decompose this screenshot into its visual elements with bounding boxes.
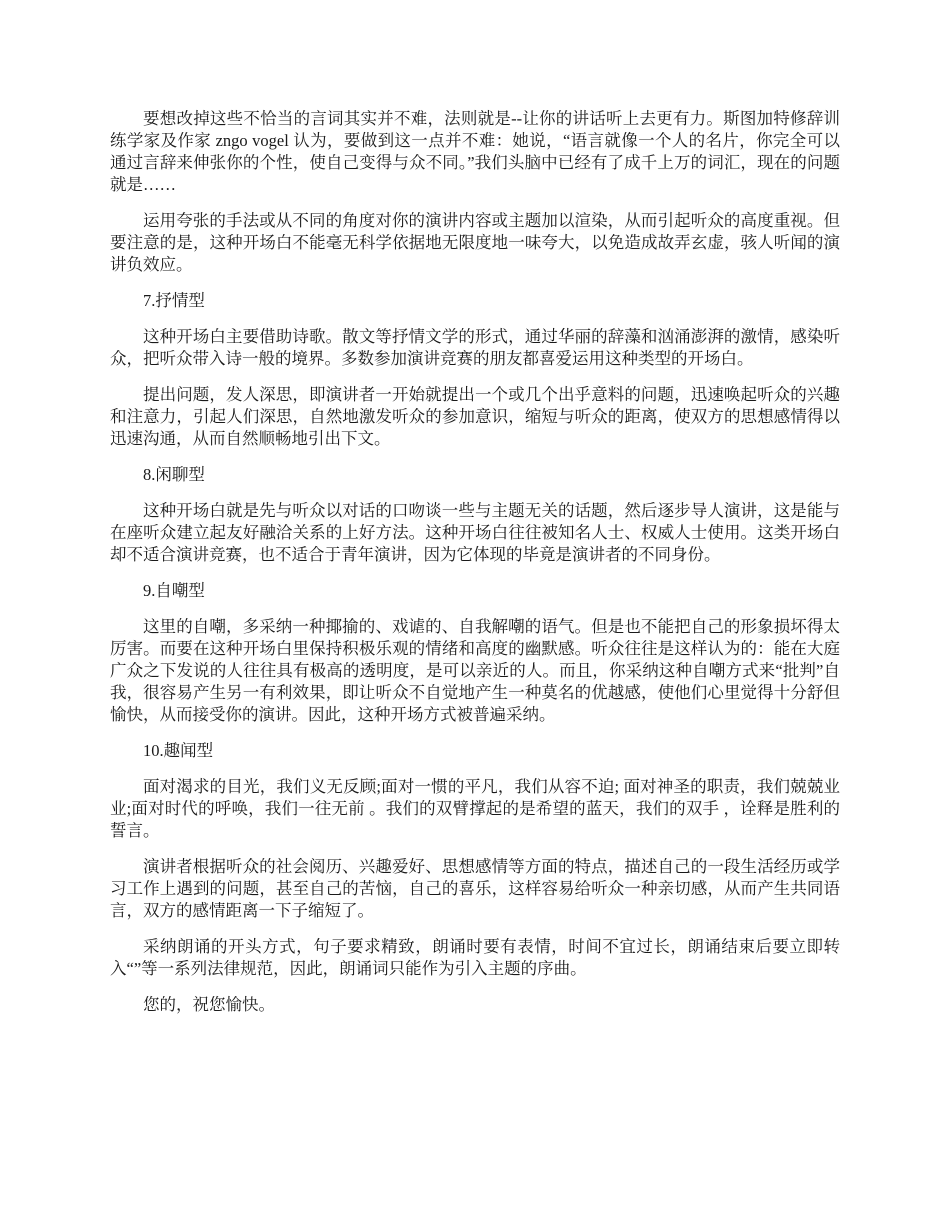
paragraph-closing: 您的，祝您愉快。	[143, 995, 275, 1014]
paragraph-chat: 这种开场白就是先与听众以对话的口吻谈一些与主题无关的话题，然后逐步导人演讲，这是能与在座听众建立起友好融洽关系的上好方法。这种开场白往往被知名人士、权威人士使用。这类开场白却不适合演讲竞赛，也不适合于青年演讲，因为它体现的毕竟是演讲者的不同身份。	[110, 501, 840, 564]
paragraph-lyrical: 这种开场白主要借助诗歌。散文等抒情文学的形式，通过华丽的辞藻和汹涌澎湃的激情，感染听众，把听众带入诗一般的境界。多数参加演讲竞赛的朋友都喜爱运用这种类型的开场白。	[110, 327, 840, 368]
section-heading-self-mockery: 9.自嘲型	[143, 581, 205, 600]
paragraph-recitation: 采纳朗诵的开头方式，句子要求精致，朗诵时要有表情，时间不宜过长，朗诵结束后要立即转入“”等一系列法律规范，因此，朗诵词只能作为引入主题的序曲。	[110, 937, 840, 978]
document-body	[110, 108, 840, 1030]
paragraph-experience: 演讲者根据听众的社会阅历、兴趣爱好、思想感情等方面的特点，描述自己的一段生活经历或学习工作上遇到的问题，甚至自己的苦恼，自己的喜乐，这样容易给听众一种亲切感，从而产生共同语言，双方的感情距离一下子缩短了。	[110, 857, 840, 920]
paragraph-anecdote: 面对渴求的目光，我们义无反顾;面对一惯的平凡，我们从容不迫; 面对神圣的职责，我们兢兢业业;面对时代的呼唤，我们一往无前 。我们的双臂撑起的是希望的蓝天，我们的双手 ，诠释是胜利的誓言。	[110, 777, 840, 840]
section-heading-anecdote: 10.趣闻型	[143, 741, 214, 760]
paragraph-self-mockery: 这里的自嘲，多采纳一种揶揄的、戏谑的、自我解嘲的语气。但是也不能把自己的形象损坏得太厉害。而要在这种开场白里保持积极乐观的情绪和高度的幽默感。听众往往是这样认为的：能在大庭广众之下发说的人往往具有极高的透明度，是可以亲近的人。而且，你采纳这种自嘲方式来“批判”自我，很容易产生另一有利效果，即让听众不自觉地产生一种莫名的优越感，使他们心里觉得十分舒但愉快，从而接受你的演讲。因此，这种开场方式被普遍采纳。	[110, 617, 840, 724]
paragraph-questions: 提出问题，发人深思，即演讲者一开始就提出一个或几个出乎意料的问题，迅速唤起听众的兴趣和注意力，引起人们深思，自然地激发听众的参加意识，缩短与听众的距离，使双方的思想感情得以迅速沟通，从而自然顺畅地引出下文。	[110, 385, 840, 448]
section-heading-chat: 8.闲聊型	[143, 465, 205, 484]
paragraph-exaggeration: 运用夸张的手法或从不同的角度对你的演讲内容或主题加以渲染，从而引起听众的高度重视。但要注意的是，这种开场白不能毫无科学依据地无限度地一味夸大，以免造成故弄玄虚，骇人听闻的演讲负效应。	[110, 211, 840, 274]
section-heading-lyrical: 7.抒情型	[143, 291, 205, 310]
paragraph-intro: 要想改掉这些不恰当的言词其实并不难，法则就是--让你的讲话听上去更有力。斯图加特修辞训练学家及作家 zngo vogel 认为，要做到这一点并不难：她说，“语言就像一个人的名片，你完全可以通过言辞来伸张你的个性，使自己变得与众不同。”我们头脑中已经有了成千上万的词汇，现在的问题就是……	[110, 109, 840, 194]
